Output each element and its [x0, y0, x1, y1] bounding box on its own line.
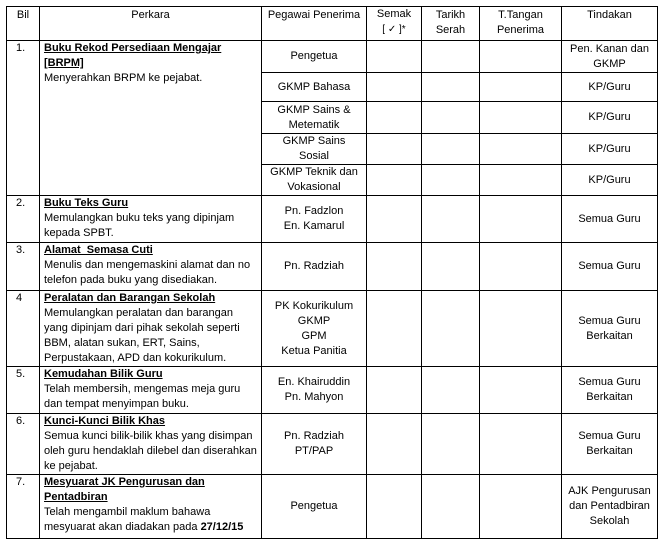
header-tarikh-serah: Tarikh Serah	[422, 7, 480, 41]
perkara-title: Alamat Semasa Cuti	[44, 244, 153, 256]
tandatangan-cell	[480, 134, 562, 165]
tindakan-cell: Semua Guru Berkaitan	[562, 414, 658, 475]
tindakan-cell: KP/Guru	[562, 73, 658, 102]
tindakan-cell: Semua Guru	[562, 243, 658, 291]
tindakan-cell: Semua Guru Berkaitan	[562, 367, 658, 414]
table-row	[7, 291, 658, 367]
handover-checklist-table	[6, 6, 658, 539]
table-row	[7, 414, 658, 475]
perkara-cell	[40, 291, 262, 367]
table-row	[7, 367, 658, 414]
tarikh-cell	[422, 291, 480, 367]
tandatangan-cell	[480, 475, 562, 539]
tarikh-cell	[422, 475, 480, 539]
semak-cell	[367, 134, 422, 165]
tarikh-cell	[422, 414, 480, 475]
tandatangan-cell	[480, 196, 562, 243]
tandatangan-cell	[480, 41, 562, 73]
pegawai-cell: Pengetua	[262, 475, 367, 539]
tandatangan-cell	[480, 102, 562, 134]
pegawai-cell: GKMP Sains Sosial	[262, 134, 367, 165]
semak-cell	[367, 196, 422, 243]
tandatangan-cell	[480, 165, 562, 196]
semak-cell	[367, 165, 422, 196]
table-row	[7, 196, 658, 243]
pegawai-cell: Pn. Radziah PT/PAP	[262, 414, 367, 475]
semak-cell	[367, 243, 422, 291]
tarikh-cell	[422, 243, 480, 291]
perkara-cell	[40, 414, 262, 475]
header-tindakan: Tindakan	[562, 7, 658, 41]
tindakan-cell: Semua Guru	[562, 196, 658, 243]
table-row	[7, 475, 658, 539]
pegawai-cell: GKMP Bahasa	[262, 73, 367, 102]
perkara-description: Telah membersih, mengemas meja guru dan tempat menyimpan buku.	[44, 383, 241, 410]
pegawai-cell: En. Khairuddin Pn. Mahyon	[262, 367, 367, 414]
row-number: 1.	[7, 41, 40, 196]
pegawai-cell: GKMP Sains & Metematik	[262, 102, 367, 134]
tindakan-cell: Pen. Kanan dan GKMP	[562, 41, 658, 73]
row-number: 4	[7, 291, 40, 367]
perkara-cell	[40, 367, 262, 414]
pegawai-cell: GKMP Teknik dan Vokasional	[262, 165, 367, 196]
table-row	[7, 41, 658, 73]
header-perkara: Perkara	[40, 7, 262, 41]
semak-cell	[367, 367, 422, 414]
perkara-description: Menyerahkan BRPM ke pejabat.	[44, 72, 203, 84]
semak-cell	[367, 475, 422, 539]
header-semak: Semak [ ✓ ]*	[367, 7, 422, 41]
tindakan-cell: KP/Guru	[562, 165, 658, 196]
row-number: 6.	[7, 414, 40, 475]
perkara-description: Menulis dan mengemaskini alamat dan no telefon pada buku yang disediakan.	[44, 259, 251, 286]
pegawai-cell: Pengetua	[262, 41, 367, 73]
tindakan-cell: KP/Guru	[562, 134, 658, 165]
table-row	[7, 243, 658, 291]
row-number: 3.	[7, 243, 40, 291]
perkara-title: Buku Teks Guru	[44, 197, 129, 209]
semak-cell	[367, 41, 422, 73]
perkara-cell	[40, 243, 262, 291]
row-number: 2.	[7, 196, 40, 243]
tarikh-cell	[422, 196, 480, 243]
tindakan-cell: AJK Pengurusan dan Pentadbiran Sekolah	[562, 475, 658, 539]
header-row	[7, 7, 658, 41]
header-pegawai-penerima: Pegawai Penerima	[262, 7, 367, 41]
row-number: 7.	[7, 475, 40, 539]
perkara-description: Memulangkan peralatan dan barangan yang dipinjam dari pihak sekolah seperti BBM, alatan sukan, ERT, Sains, Perpustakaan, APD dan kokurikulum.	[44, 307, 240, 364]
perkara-cell	[40, 475, 262, 539]
tarikh-cell	[422, 165, 480, 196]
tindakan-cell: Semua Guru Berkaitan	[562, 291, 658, 367]
perkara-title: Mesyuarat JK Pengurusan dan Pentadbiran	[44, 476, 205, 503]
perkara-title: Peralatan dan Barangan Sekolah	[44, 292, 216, 304]
perkara-description: Semua kunci bilik-bilik khas yang disimpan oleh guru hendaklah dilebel dan diserahkan ke pejabat.	[44, 430, 257, 472]
semak-cell	[367, 291, 422, 367]
tandatangan-cell	[480, 291, 562, 367]
row-number: 5.	[7, 367, 40, 414]
perkara-cell	[40, 41, 262, 196]
header-tandatangan-penerima: T.Tangan Penerima	[480, 7, 562, 41]
meeting-date: 27/12/15	[200, 521, 244, 533]
tarikh-cell	[422, 102, 480, 134]
header-bil: Bil	[7, 7, 40, 41]
tandatangan-cell	[480, 73, 562, 102]
perkara-title: Kunci-Kunci Bilik Khas	[44, 415, 166, 427]
tarikh-cell	[422, 41, 480, 73]
perkara-title: Buku Rekod Persediaan Mengajar [BRPM]	[44, 42, 222, 69]
tarikh-cell	[422, 73, 480, 102]
pegawai-cell: Pn. Fadzlon En. Kamarul	[262, 196, 367, 243]
tindakan-cell: KP/Guru	[562, 102, 658, 134]
pegawai-cell: PK Kokurikulum GKMP GPM Ketua Panitia	[262, 291, 367, 367]
perkara-description: Memulangkan buku teks yang dipinjam kepada SPBT.	[44, 212, 235, 239]
perkara-title: Kemudahan Bilik Guru	[44, 368, 163, 380]
semak-cell	[367, 73, 422, 102]
tarikh-cell	[422, 367, 480, 414]
tandatangan-cell	[480, 243, 562, 291]
semak-cell	[367, 102, 422, 134]
perkara-description: Telah mengambil maklum bahawa mesyuarat akan diadakan pada 27/12/15	[44, 506, 244, 533]
tandatangan-cell	[480, 414, 562, 475]
perkara-cell	[40, 196, 262, 243]
semak-cell	[367, 414, 422, 475]
pegawai-cell: Pn. Radziah	[262, 243, 367, 291]
tarikh-cell	[422, 134, 480, 165]
tandatangan-cell	[480, 367, 562, 414]
